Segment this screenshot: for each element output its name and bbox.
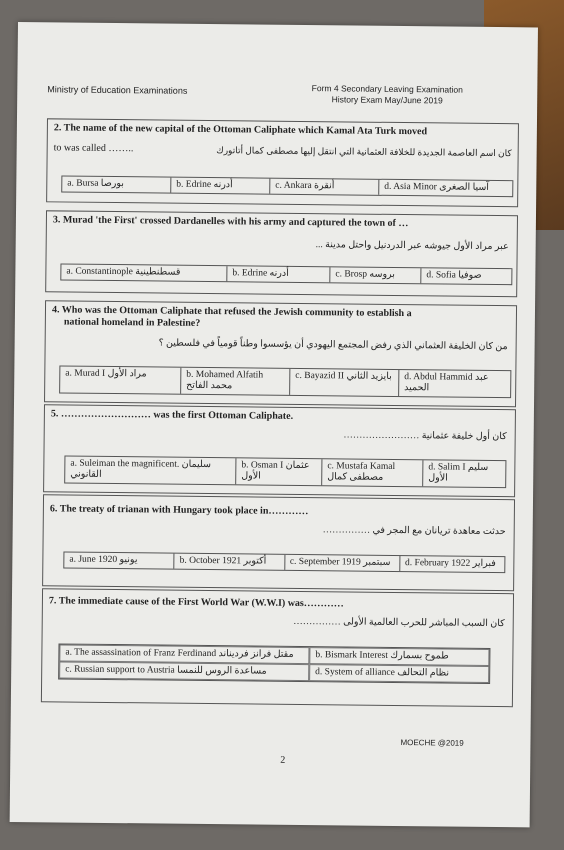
- question-5: [43, 404, 516, 497]
- option-b[interactable]: b. October 1921 أكتوبر: [175, 554, 285, 570]
- question-5-text: 5. ……………………… was the first Ottoman Caliphate.: [50, 408, 294, 422]
- header-exam-info: [297, 83, 477, 107]
- option-b[interactable]: b. Bismark Interest طموح بسمارك: [309, 647, 489, 666]
- question-7-arabic: كان السبب المباشر للحرب العالمية الأولى ……………: [293, 616, 505, 630]
- header-form: Form 4 Secondary Leaving Examination: [311, 83, 463, 95]
- option-b[interactable]: b. Mohamed Alfatih محمد الفاتح: [181, 368, 290, 395]
- question-6-arabic: حدثت معاهدة تريانان مع المجر في ……………: [322, 525, 506, 538]
- question-2-arabic: كان اسم العاصمة الجديدة للخلافة العثمانية التي انتقل إليها مصطفى كمال أتاتورك: [216, 145, 512, 159]
- option-c[interactable]: c. Brosp بروسه: [330, 267, 421, 283]
- option-d[interactable]: d. Asia Minor آسيا الصغرى: [384, 181, 490, 193]
- question-2-options: [61, 175, 513, 197]
- question-7: [41, 588, 514, 707]
- header-exam: History Exam May/June 2019: [331, 94, 443, 106]
- option-a[interactable]: a. Constantinople قسطنطينية: [61, 264, 227, 281]
- question-7-options: [58, 643, 490, 684]
- question-3: [45, 210, 518, 297]
- option-a[interactable]: a. Suleiman the magnificent. سليمان القانوني: [65, 457, 236, 485]
- page-number: 2: [280, 754, 286, 766]
- question-4: [44, 300, 517, 407]
- question-5-options: [64, 456, 506, 489]
- question-3-text: 3. Murad 'the First' crossed Dardanelles with his army and captured the town of …: [52, 214, 409, 230]
- option-b[interactable]: b. Edrine أدرنه: [171, 178, 270, 194]
- option-b[interactable]: b. Osman I عثمان الأول: [236, 458, 322, 485]
- question-4-text: 4. Who was the Ottoman Caliphate that refused the Jewish community to establish a national homeland in Palestine?: [51, 304, 412, 329]
- option-c[interactable]: c. Bayazid II بايزيد الثاني: [290, 369, 399, 396]
- option-b[interactable]: b. Edrine أدرنه: [227, 266, 330, 282]
- question-5-arabic: كان أول خليفة عثمانية ……………………: [343, 430, 507, 443]
- question-2-text: 2. The name of the new capital of the Ottoman Caliphate which Kamal Ata Turk moved: [53, 122, 428, 138]
- option-d[interactable]: d. System of alliance نظام التحالف: [309, 664, 489, 683]
- question-7-text: 7. The immediate cause of the First World War (W.W.I) was…………: [48, 595, 344, 610]
- question-3-arabic: عبر مراد الأول جيوشه عبر الدردنيل واحتل مدينة ...: [315, 240, 509, 253]
- footer-code: MOECHE @2019: [400, 738, 464, 748]
- option-c[interactable]: c. Ankara أنقرة: [270, 179, 379, 195]
- option-a[interactable]: a. The assassination of Franz Ferdinand مقتل فرانز فرديناند: [59, 644, 309, 664]
- question-4-arabic: من كان الخليفة العثماني الذي رفض المجتمع اليهودي أن يؤسسوا وطناً قومياً في فلسطين ؟: [158, 338, 508, 353]
- question-4-options: [59, 365, 511, 398]
- question-3-options: [60, 263, 512, 285]
- option-d[interactable]: d. Salim I سليم الأول: [428, 462, 489, 484]
- question-6: [42, 494, 515, 591]
- exam-page: [10, 22, 538, 827]
- header-ministry: Ministry of Education Examinations: [47, 84, 188, 96]
- question-2-text-cont: to was called ……..: [53, 142, 134, 155]
- option-c[interactable]: c. September 1919 سبتمبر: [285, 555, 400, 571]
- option-d[interactable]: d. Abdul Hammid عبد الحميد: [404, 372, 489, 394]
- option-c[interactable]: c. Russian support to Austria مساعدة الروس للنمسا: [59, 661, 309, 681]
- option-d[interactable]: d. Sofia صوفيا: [426, 270, 482, 281]
- option-a[interactable]: a. June 1920 يونيو: [64, 553, 174, 569]
- question-6-options: [63, 552, 505, 574]
- option-a[interactable]: a. Bursa بورصا: [62, 176, 171, 192]
- question-2: [46, 118, 519, 207]
- option-a[interactable]: a. Murad I مراد الأول: [60, 366, 181, 393]
- option-d[interactable]: d. February 1922 فبراير: [405, 558, 496, 570]
- question-6-text: 6. The treaty of trianan with Hungary took place in…………: [49, 503, 309, 518]
- option-c[interactable]: c. Mustafa Kamal مصطفى كمال: [322, 459, 423, 486]
